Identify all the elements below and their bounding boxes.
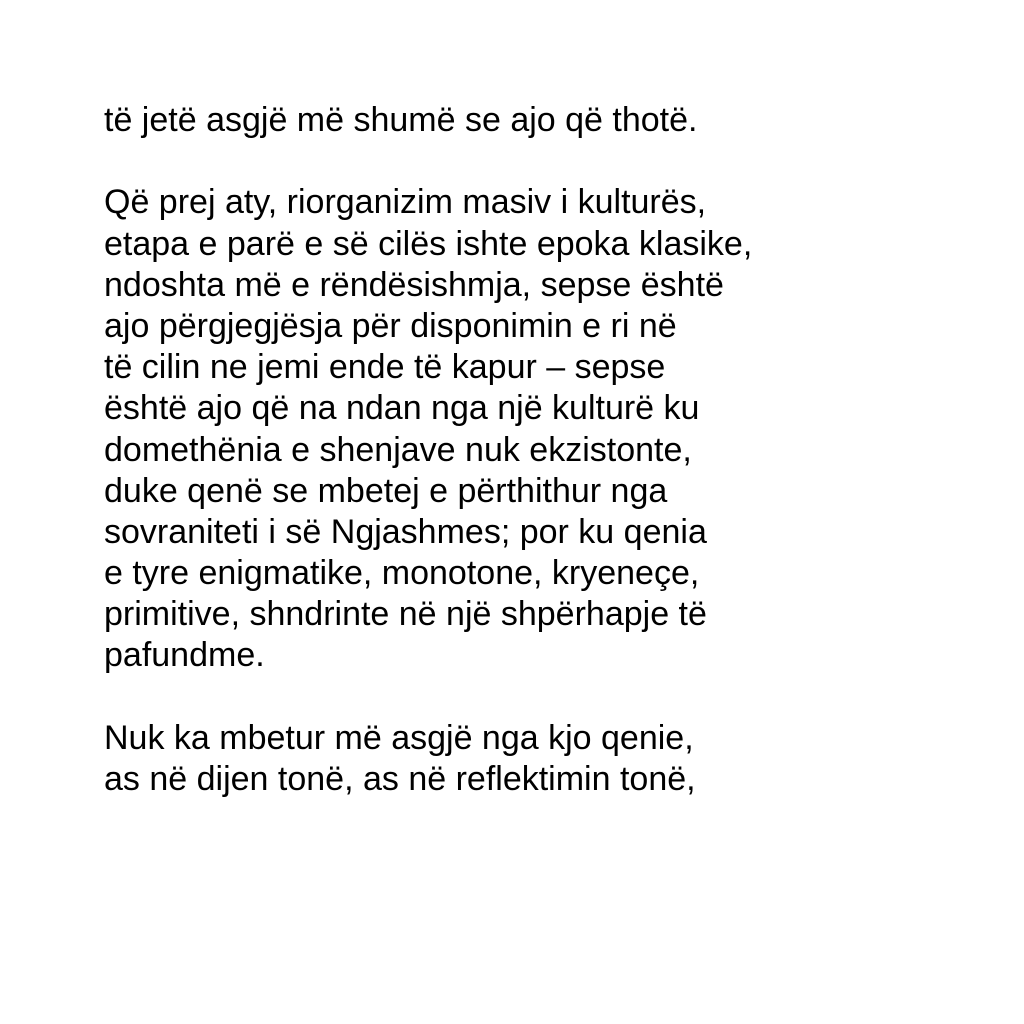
text-line: ndoshta më e rëndësishmja, sepse është [104,265,724,304]
text-line: domethënia e shenjave nuk ekzistonte, [104,430,692,469]
paragraph-1 [104,100,984,141]
text-line: ajo përgjegjësja për disponimin e ri në [104,306,677,345]
paragraph-gap [104,677,984,718]
text-line: e tyre enigmatike, monotone, kryeneçe, [104,554,700,593]
text-line: është ajo që na ndan nga një kulturë ku [104,389,700,428]
text-line: Që prej aty, riorganizim masiv i kulturës, [104,183,707,222]
text-line: primitive, shndrinte në një shpërhapje të [104,595,707,634]
text-line: as në dijen tonë, as në reflektimin tonë, [104,760,696,798]
paragraph-2 [104,182,984,676]
paragraph-3 [104,718,984,800]
text-line: Nuk ka mbetur më asgjë nga kjo qenie, [104,718,694,757]
text-line: etapa e parë e së cilës ishte epoka klasike, [104,224,753,263]
text-line: sovraniteti i së Ngjashmes; por ku qenia [104,512,707,551]
paragraph-gap [104,141,984,182]
text-line: pafundme. [104,636,265,675]
document-page [104,100,984,800]
text-line: të jetë asgjë më shumë se ajo që thotë. [104,101,698,139]
text-line: të cilin ne jemi ende të kapur – sepse [104,348,666,387]
text-line: duke qenë se mbetej e përthithur nga [104,471,668,510]
